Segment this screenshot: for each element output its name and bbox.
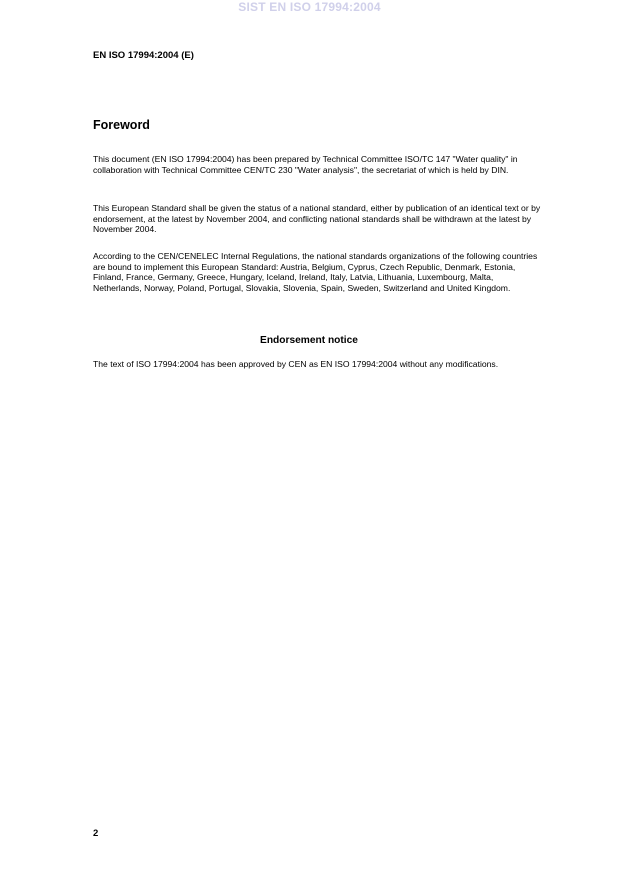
foreword-title: Foreword — [93, 118, 150, 132]
foreword-paragraph-3: According to the CEN/CENELEC Internal Regulations, the national standards organizations of the following countries are bound to implement this European Standard: Austria, Belgium, Cyprus, Czech Republic, Denmark, Estonia, Finland, France, Germany, Greece, Hungary, Iceland, Ireland, Italy, Latvia, Lithuania, Luxembourg, Malta, Netherlands, Norway, Poland, Portugal, Slovakia, Slovenia, Spain, Sweden, Switzerland and United Kingdom. — [93, 251, 538, 293]
endorsement-notice-text: The text of ISO 17994:2004 has been approved by CEN as EN ISO 17994:2004 without any modifications. — [93, 359, 499, 369]
endorsement-notice-title: Endorsement notice — [260, 335, 358, 346]
foreword-paragraph-1: This document (EN ISO 17994:2004) has been prepared by Technical Committee ISO/TC 147 "Water quality" in collaboration with Technical Committee CEN/TC 230 "Water analysis", the secretariat of which is held by DIN. — [93, 154, 518, 175]
foreword-paragraph-2: This European Standard shall be given the status of a national standard, either by publication of an identical text or by endorsement, at the latest by November 2004, and conflicting national standards shall be withdrawn at the latest by November 2004. — [93, 203, 541, 235]
watermark: SIST EN ISO 17994:2004 — [238, 0, 381, 14]
document-id-header: EN ISO 17994:2004 (E) — [93, 50, 194, 61]
page-number: 2 — [93, 828, 99, 839]
